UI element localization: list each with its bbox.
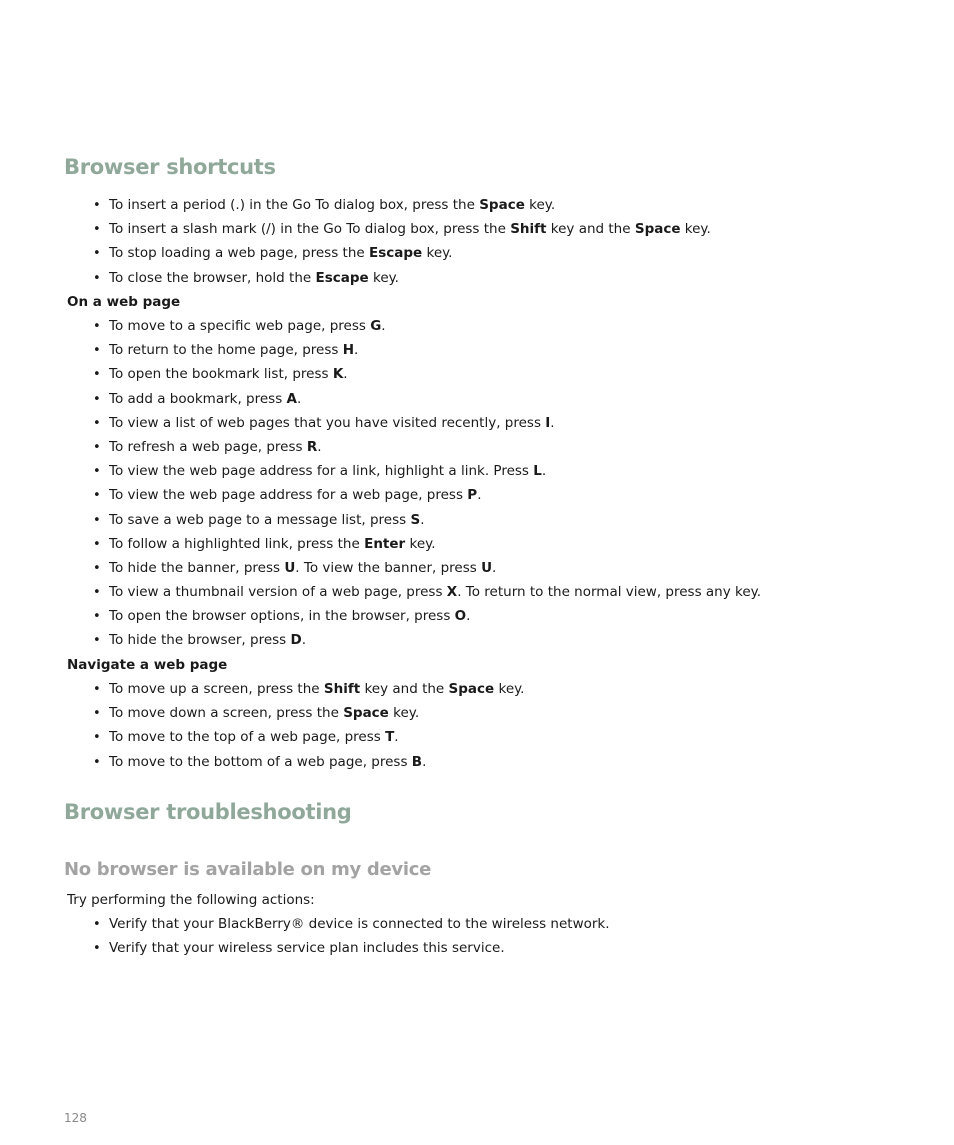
list-item [0, 439, 761, 463]
bullet-icon: • [93, 198, 101, 213]
bullet-icon: • [93, 343, 101, 359]
key-name: X [446, 584, 458, 601]
item-text: . [550, 414, 555, 431]
item-text: To open the browser options, in the browser, press [109, 608, 455, 625]
list-item [0, 584, 761, 608]
list-item [0, 560, 761, 584]
item-text: Verify that your BlackBerry® device is connected to the wireless network. [109, 916, 610, 932]
key-name: Space [479, 197, 525, 213]
item-text: To insert a period (.) in the Go To dialog box, press the [109, 197, 480, 213]
shortcut-list-on-web-page [0, 318, 761, 657]
list-item [0, 197, 711, 221]
list-item [0, 245, 711, 269]
bullet-icon: • [93, 609, 101, 625]
item-text: Verify that your wireless service plan includes this service. [109, 940, 505, 957]
item-text: . [420, 511, 425, 528]
bullet-icon: • [93, 730, 101, 746]
list-item [0, 681, 524, 705]
key-name: Space [343, 705, 389, 722]
list-item [0, 221, 711, 245]
item-text: To view a list of web pages that you have visited recently, press [109, 414, 546, 431]
list-item [0, 318, 761, 342]
item-text: To follow a highlighted link, press the [109, 535, 365, 552]
item-text: To move to a specific web page, press [109, 318, 371, 334]
item-text: To view the web page address for a web page, press [109, 487, 468, 504]
key-name: A [286, 390, 297, 407]
key-name: Enter [364, 535, 406, 552]
page-number: 128 [64, 1111, 87, 1125]
item-text: . [317, 438, 322, 455]
item-text: To return to the home page, press [109, 342, 343, 359]
section-title-browser-shortcuts: Browser shortcuts [64, 155, 276, 179]
intro-paragraph: Try performing the following actions: [67, 892, 315, 908]
item-text: . [301, 632, 307, 649]
item-text: key. [524, 197, 556, 213]
key-name: U [284, 559, 296, 576]
list-item [0, 270, 711, 294]
bullet-icon: • [93, 415, 101, 431]
list-item [0, 608, 761, 632]
item-text: To add a bookmark, press [109, 390, 287, 407]
list-item [0, 487, 761, 511]
item-text: To move to the bottom of a web page, press [109, 753, 412, 770]
key-name: O [454, 608, 467, 625]
bullet-icon: • [93, 536, 101, 552]
item-text: key. [494, 681, 525, 697]
key-name: Space [634, 221, 681, 238]
list-item [0, 536, 761, 560]
key-name: H [342, 342, 355, 359]
list-item [0, 705, 524, 729]
subheading-navigate-a-web-page: Navigate a web page [67, 657, 228, 673]
key-name: T [385, 729, 395, 746]
item-text: To move up a screen, press the [109, 681, 324, 697]
list-item [0, 512, 761, 536]
bullet-icon: • [93, 754, 101, 770]
item-text: To move to the top of a web page, press [109, 729, 386, 746]
subheading-on-a-web-page: On a web page [67, 294, 181, 310]
key-name: P [467, 487, 478, 504]
item-text: . To view the banner, press [295, 559, 482, 576]
item-text: To view the web page address for a link, highlight a link. Press [109, 463, 534, 480]
bullet-icon: • [93, 270, 101, 286]
item-text: key and the [546, 221, 635, 238]
key-name: Escape [368, 245, 423, 262]
item-text: To insert a slash mark (/) in the Go To dialog box, press the [109, 221, 511, 238]
bullet-icon: • [93, 246, 101, 262]
list-item [0, 415, 761, 439]
bullet-icon: • [93, 488, 101, 504]
item-text: key. [405, 535, 436, 552]
bullet-icon: • [93, 706, 101, 722]
key-name: Space [448, 681, 495, 697]
item-text: key. [680, 221, 711, 238]
list-item [0, 729, 524, 753]
item-text: To move down a screen, press the [109, 705, 344, 722]
list-item [0, 940, 610, 964]
item-text: To view a thumbnail version of a web page, press [109, 584, 447, 601]
item-text: To stop loading a web page, press the [109, 245, 369, 262]
key-name: B [411, 753, 423, 770]
key-name: R [306, 438, 318, 455]
list-item [0, 754, 524, 778]
list-item [0, 342, 761, 366]
item-text: key. [368, 269, 399, 286]
item-text: To hide the banner, press [109, 559, 285, 576]
key-name: Shift [323, 681, 361, 697]
key-name: L [533, 463, 542, 480]
list-item [0, 366, 761, 390]
list-item [0, 391, 761, 415]
list-item [0, 632, 761, 656]
bullet-icon: • [93, 464, 101, 480]
shortcut-list-navigate [0, 681, 524, 778]
key-name: Shift [510, 221, 547, 238]
bullet-icon: • [93, 367, 101, 383]
section-title-browser-troubleshooting: Browser troubleshooting [64, 800, 352, 824]
item-text: key. [422, 245, 453, 262]
bullet-icon: • [93, 391, 101, 407]
item-text: key. [388, 705, 420, 722]
key-name: D [290, 632, 302, 649]
item-text: . [422, 753, 427, 770]
item-text: . [394, 729, 399, 746]
item-text: . [343, 366, 348, 383]
item-text: . [297, 390, 302, 407]
item-text: . [477, 487, 482, 504]
list-item [0, 463, 761, 487]
item-text: . [354, 342, 359, 359]
key-name: K [332, 366, 344, 383]
bullet-icon: • [93, 319, 101, 334]
item-text: To save a web page to a message list, press [109, 511, 411, 528]
bullet-icon: • [93, 512, 101, 528]
bullet-icon: • [93, 941, 101, 957]
key-name: U [481, 559, 493, 576]
item-text: To open the bookmark list, press [109, 366, 333, 383]
item-text: To close the browser, hold the [109, 269, 316, 286]
item-text: key and the [360, 681, 449, 697]
item-text: . [381, 318, 386, 334]
bullet-icon: • [93, 917, 101, 932]
item-text: . To return to the normal view, press any key. [457, 584, 762, 601]
bullet-icon: • [93, 439, 101, 455]
item-text: . [541, 463, 547, 480]
item-text: To hide the browser, press [109, 632, 291, 649]
bullet-icon: • [93, 585, 101, 601]
bullet-icon: • [93, 222, 101, 238]
bullet-icon: • [93, 633, 101, 649]
topic-title-no-browser: No browser is available on my device [64, 859, 431, 880]
item-text: . [492, 559, 497, 576]
key-name: I [545, 414, 551, 431]
bullet-icon: • [93, 560, 101, 576]
item-text: To refresh a web page, press [109, 438, 307, 455]
key-name: S [410, 511, 421, 528]
shortcut-list-general [0, 197, 711, 294]
item-text: . [466, 608, 471, 625]
bullet-icon: • [93, 682, 101, 697]
list-item [0, 916, 610, 940]
troubleshooting-list [0, 916, 610, 964]
key-name: G [370, 318, 382, 334]
key-name: Escape [315, 269, 369, 286]
